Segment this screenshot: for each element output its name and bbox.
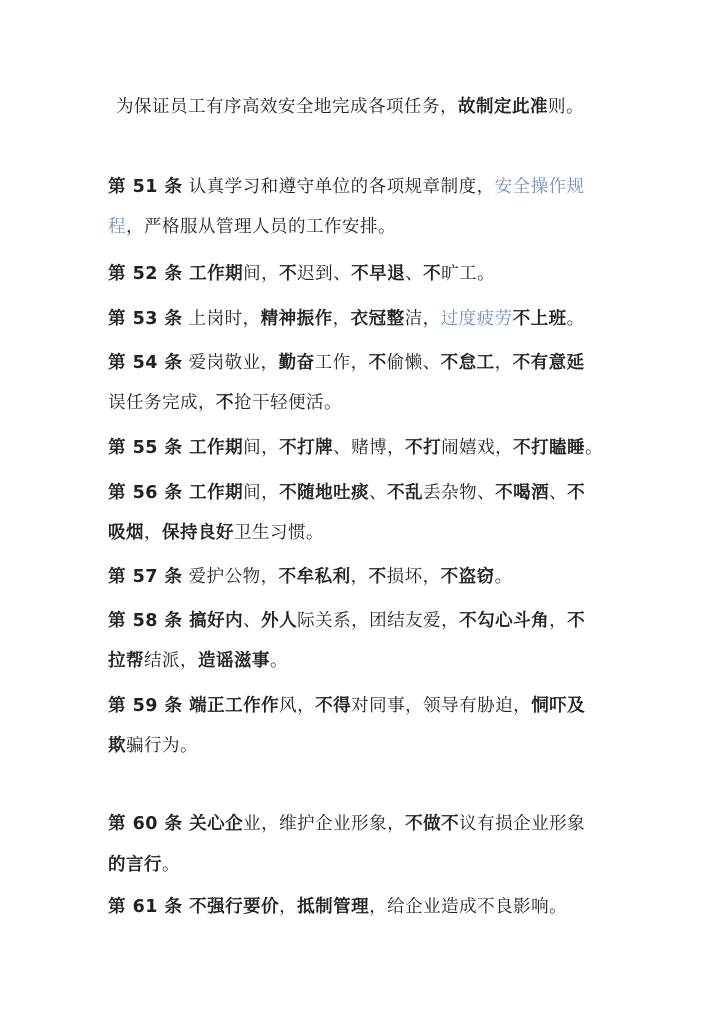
article-text: ， xyxy=(279,897,298,917)
article-text: 衣冠整 xyxy=(350,309,405,329)
article-text: 洁， xyxy=(404,309,441,329)
article-text: 。 xyxy=(494,567,513,587)
highlighted-term: 过度疲劳 xyxy=(440,309,513,329)
article-text: 不打牌 xyxy=(279,438,334,458)
article-text: 关心企 xyxy=(182,814,244,834)
article-number: 第 51 条 xyxy=(108,177,183,197)
article-text: 偷懒、 xyxy=(386,353,441,373)
article-text: 不盗窃 xyxy=(440,567,495,587)
article-text: 工作期 xyxy=(182,438,244,458)
article-58-line-2 xyxy=(108,649,288,673)
article-text: 。 xyxy=(162,855,180,875)
article-text: ， xyxy=(549,611,568,631)
article-number: 第 52 条 xyxy=(108,264,183,284)
article-number: 第 56 条 xyxy=(108,483,183,503)
article-text: 丢杂物、 xyxy=(423,483,496,503)
article-54-line-2 xyxy=(108,391,342,415)
article-text: 不乱 xyxy=(387,483,424,503)
article-number: 第 60 条 xyxy=(108,814,183,834)
article-text: 议有损企业形象 xyxy=(459,814,586,834)
article-text: 不上班 xyxy=(512,309,567,329)
article-text: 闹嬉戏， xyxy=(441,438,514,458)
article-text: 不 xyxy=(423,264,442,284)
article-61-line-1 xyxy=(108,895,567,919)
article-60-line-2 xyxy=(108,853,180,877)
article-text: 损坏， xyxy=(386,567,441,587)
article-text: ， xyxy=(494,353,513,373)
article-number: 第 55 条 xyxy=(108,438,183,458)
article-text: 。 xyxy=(270,651,288,671)
article-53-line-1 xyxy=(108,307,585,331)
article-56-line-2 xyxy=(108,521,324,545)
article-text: 误任务完成， xyxy=(108,393,216,413)
article-60-line-1 xyxy=(108,812,585,836)
intro-text-3: 则。 xyxy=(548,97,584,117)
article-number: 第 54 条 xyxy=(108,353,183,373)
article-text: 不 xyxy=(567,611,586,631)
article-text: 的言行 xyxy=(108,855,162,875)
article-text: ， xyxy=(350,567,369,587)
article-text: 、 xyxy=(369,483,388,503)
article-text: 对同事，领导有胁迫， xyxy=(351,696,532,716)
article-text: 精神振作 xyxy=(260,309,333,329)
article-text: 不勾心斗角 xyxy=(459,611,550,631)
article-text: 结派， xyxy=(144,651,198,671)
article-text: 不 xyxy=(368,567,387,587)
article-text: 拉帮 xyxy=(108,651,144,671)
article-text: 恫吓及 xyxy=(531,696,586,716)
article-text: 工作， xyxy=(314,353,369,373)
article-text: 不 xyxy=(567,483,586,503)
article-text: 不有意延 xyxy=(512,353,585,373)
article-text: 不强行要价 xyxy=(182,897,280,917)
article-text: 不早退 xyxy=(351,264,406,284)
article-text: 不做不 xyxy=(405,814,460,834)
article-number: 第 61 条 xyxy=(108,897,183,917)
article-text: 风， xyxy=(279,696,316,716)
article-text: 不 xyxy=(216,393,234,413)
article-text: 吸烟 xyxy=(108,523,144,543)
article-text: ，严格服从管理人员的工作安排。 xyxy=(126,217,396,237)
article-text: 骗行为。 xyxy=(126,736,198,756)
article-text: 认真学习和遵守单位的各项规章制度， xyxy=(182,177,495,197)
article-59-line-2 xyxy=(108,734,198,758)
article-54-line-1 xyxy=(108,351,585,375)
article-text: 造谣滋事 xyxy=(198,651,270,671)
article-58-line-1 xyxy=(108,609,585,633)
article-number: 第 59 条 xyxy=(108,696,183,716)
article-text: 爱护公物， xyxy=(182,567,279,587)
article-text: 间， xyxy=(243,264,280,284)
article-text: 不 xyxy=(368,353,387,373)
highlighted-term: 安全操作规 xyxy=(494,177,585,197)
article-text: 爱岗敬业， xyxy=(182,353,279,373)
intro-text-2: 故制定此准 xyxy=(458,97,548,117)
article-text: 际关系，团结友爱， xyxy=(297,611,460,631)
article-text: 间， xyxy=(243,483,280,503)
article-text: 不打 xyxy=(405,438,442,458)
article-text: 不得 xyxy=(315,696,352,716)
article-number: 第 58 条 xyxy=(108,611,183,631)
article-text: 。 xyxy=(566,309,585,329)
article-59-line-1 xyxy=(108,694,585,718)
article-text: 旷工。 xyxy=(441,264,496,284)
article-text: 端正工作作 xyxy=(182,696,280,716)
article-text: 上岗时， xyxy=(182,309,261,329)
article-text: 欺 xyxy=(108,736,126,756)
article-51-line-2 xyxy=(108,215,396,239)
article-text: 不随地吐痰 xyxy=(279,483,370,503)
intro-text-1: 为保证员工有序高效安全地完成各项任务， xyxy=(116,97,458,117)
article-text: 卫生习惯。 xyxy=(234,523,324,543)
article-text: 、 xyxy=(405,264,424,284)
article-text: 抢干轻便活。 xyxy=(234,393,342,413)
article-55-line-1 xyxy=(108,436,603,460)
article-text: 、 xyxy=(243,611,262,631)
article-52-line-1 xyxy=(108,262,495,286)
article-text: 不 xyxy=(279,264,298,284)
article-number: 第 57 条 xyxy=(108,567,183,587)
article-text: 不怠工 xyxy=(440,353,495,373)
article-text: ，给企业造成不良影响。 xyxy=(369,897,568,917)
article-text: 、 xyxy=(549,483,568,503)
article-57-line-1 xyxy=(108,565,513,589)
article-text: ， xyxy=(144,523,162,543)
article-text: 间， xyxy=(243,438,280,458)
article-text: 不打瞌睡 xyxy=(513,438,586,458)
article-number: 第 53 条 xyxy=(108,309,183,329)
article-text: 、赌博， xyxy=(333,438,406,458)
article-text: ， xyxy=(332,309,351,329)
intro-paragraph xyxy=(116,95,584,119)
article-text: 工作期 xyxy=(182,264,244,284)
article-text: 抵制管理 xyxy=(297,897,370,917)
article-51-line-1 xyxy=(108,175,585,199)
article-text: 业，维护企业形象， xyxy=(243,814,406,834)
article-text: 不喝酒 xyxy=(495,483,550,503)
article-text: 不牟私利 xyxy=(278,567,351,587)
article-text: 迟到、 xyxy=(297,264,352,284)
article-text: 外人 xyxy=(261,611,298,631)
article-text: 保持良好 xyxy=(162,523,234,543)
article-text: 搞好内 xyxy=(182,611,244,631)
article-text: 。 xyxy=(585,438,604,458)
article-text: 工作期 xyxy=(182,483,244,503)
article-text: 勤奋 xyxy=(278,353,315,373)
highlighted-term: 程 xyxy=(108,217,126,237)
article-56-line-1 xyxy=(108,481,585,505)
